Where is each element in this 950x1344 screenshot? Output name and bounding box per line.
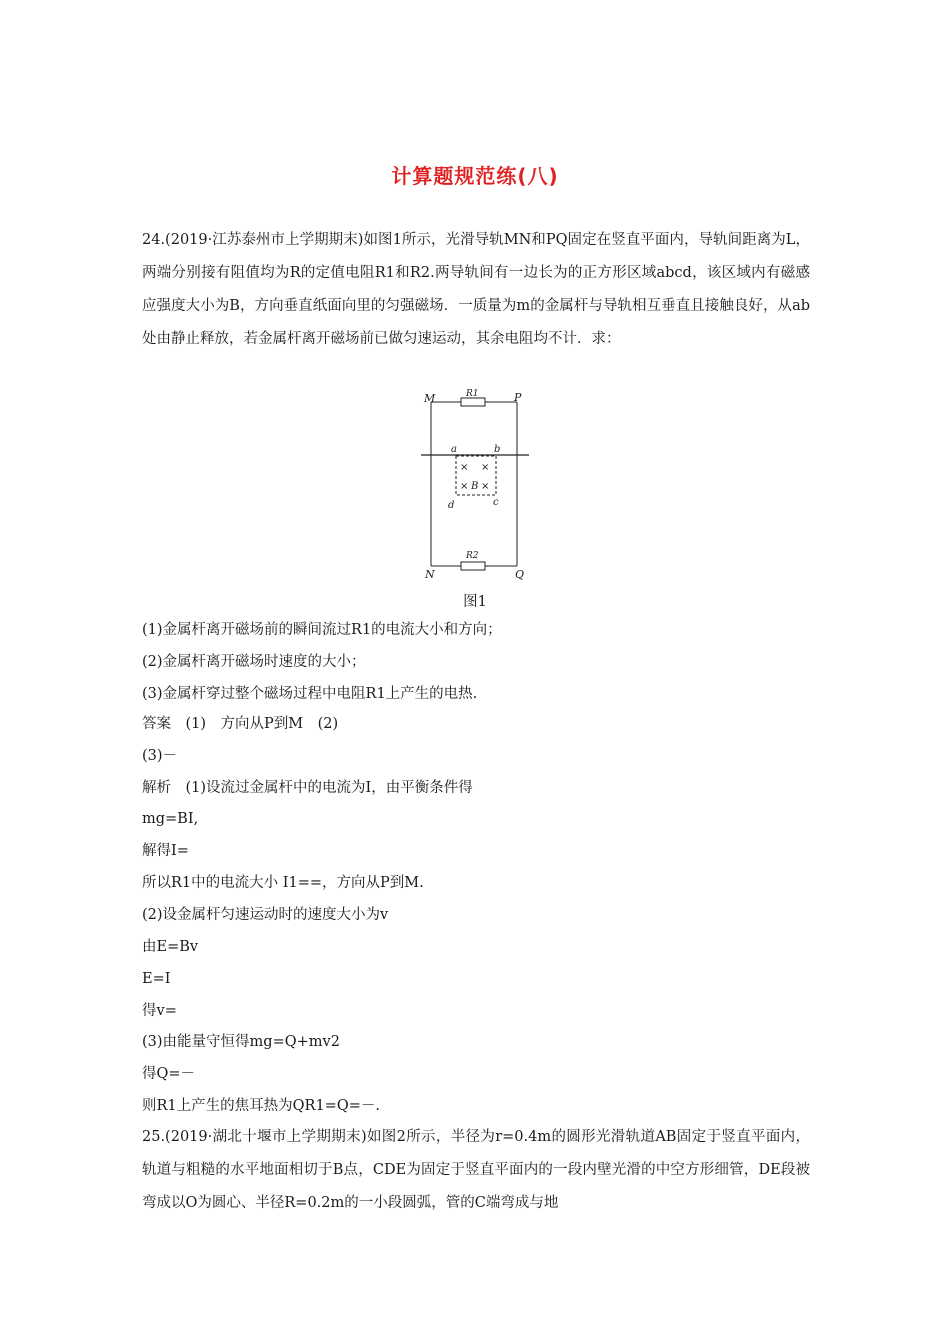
analysis-line-4: 所以R1中的电流大小 I1==，方向从P到M.	[142, 875, 424, 891]
analysis-line-11: 则R1上产生的焦耳热为QR1=Q=－.	[142, 1098, 380, 1114]
circuit-diagram	[415, 388, 537, 580]
resistor-r1	[461, 398, 485, 406]
label-b-field: B	[471, 481, 479, 492]
label-m: M	[424, 392, 436, 405]
figure-1	[415, 388, 537, 580]
analysis-line-8: 得v=	[142, 1003, 177, 1019]
field-cross-2: ×	[481, 462, 490, 473]
question-24-part-1: (1)金属杆离开磁场前的瞬间流过R1的电流大小和方向；	[142, 622, 502, 638]
analysis-line-2: mg=BI,	[142, 811, 199, 827]
label-b: b	[494, 444, 501, 455]
analysis-line-1: 解析 (1)设流过金属杆中的电流为I，由平衡条件得	[142, 780, 473, 796]
question-24-part-3: (3)金属杆穿过整个磁场过程中电阻R1上产生的电热.	[142, 686, 478, 702]
figure-1-caption: 图1	[463, 594, 487, 610]
label-a: a	[451, 444, 457, 455]
label-d: d	[448, 500, 455, 511]
resistor-r2	[461, 562, 485, 570]
analysis-line-10: 得Q=－	[142, 1066, 196, 1082]
analysis-line-7: E=I	[142, 971, 171, 987]
analysis-line-6: 由E=Bv	[142, 939, 199, 955]
label-r1: R1	[466, 389, 479, 399]
analysis-line-3: 解得I=	[142, 843, 189, 859]
field-cross-3: ×	[460, 481, 469, 492]
analysis-line-5: (2)设金属杆匀速运动时的速度大小为v	[142, 907, 389, 923]
label-q: Q	[515, 568, 525, 581]
answer-line-2: (3)－	[142, 748, 178, 764]
label-r2: R2	[466, 551, 479, 561]
label-n: N	[425, 568, 435, 581]
answer-line-1: 答案 (1) 方向从P到M (2)	[142, 716, 339, 732]
page-title: 计算题规范练(八)	[391, 164, 559, 188]
field-cross-1: ×	[460, 462, 469, 473]
label-c: c	[493, 497, 499, 508]
question-25-stem: 25.(2019·湖北十堰市上学期期末)如图2所示，半径为r=0.4m的圆形光滑轨道AB固定于竖直平面内，轨道与粗糙的水平地面相切于B点，CDE为固定于竖直平面内的一段内壁光滑的中空方形细管，DE段被弯成以O为圆心、半径R=0.2m的一小段圆弧，管的C端弯成与地	[142, 1129, 810, 1211]
analysis-line-9: (3)由能量守恒得mg=Q+mv2	[142, 1034, 340, 1050]
field-cross-4: ×	[481, 481, 490, 492]
question-24-part-2: (2)金属杆离开磁场时速度的大小；	[142, 654, 366, 670]
label-p: P	[514, 391, 522, 404]
question-24-stem: 24.(2019·江苏泰州市上学期期末)如图1所示，光滑导轨MN和PQ固定在竖直平面内，导轨间距离为L，两端分别接有阻值均为R的定值电阻R1和R2.两导轨间有一边长为的正方形区域abcd，该区域内有磁感应强度大小为B，方向垂直纸面向里的匀强磁场．一质量为m的金属杆与导轨相互垂直且接触良好，从ab处由静止释放，若金属杆离开磁场前已做匀速运动，其余电阻均不计．求：	[142, 232, 810, 347]
